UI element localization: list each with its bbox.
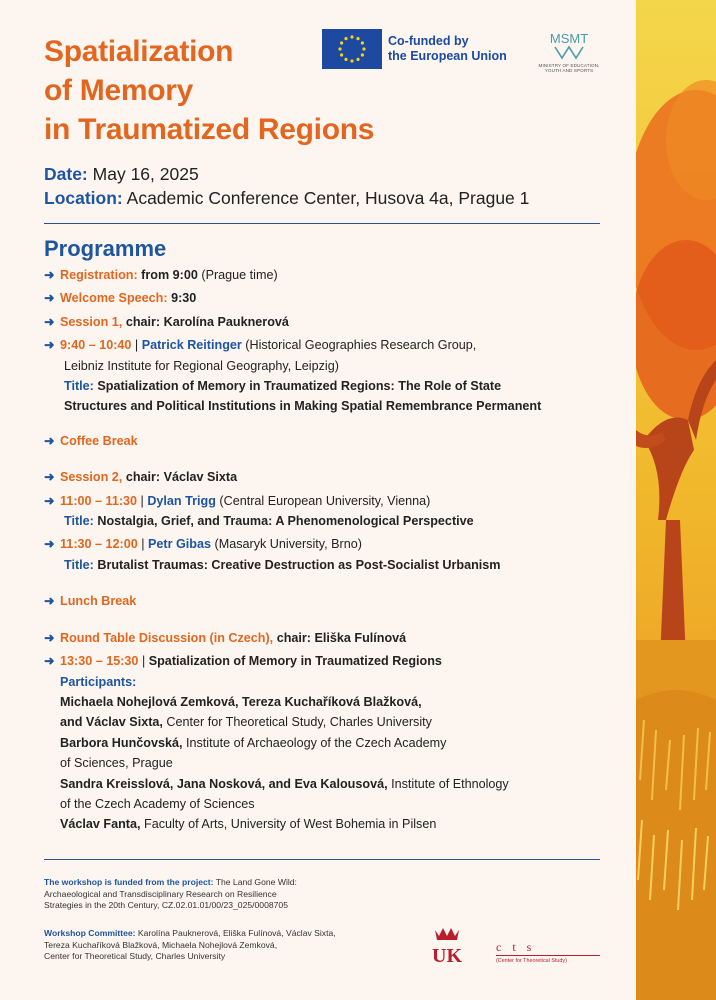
participants-group-2-name: Barbora Hunčovská, (60, 735, 183, 750)
coffee-break: Coffee Break (60, 433, 138, 448)
tree-field-artwork (636, 0, 716, 1000)
arrow-icon: ➜ (44, 493, 55, 508)
participants-group-4-affiliation: Faculty of Arts, University of West Bohemia in Pilsen (144, 817, 437, 832)
participants-group-2-affiliation-end: of Sciences, Prague (60, 756, 173, 771)
lunch-break: Lunch Break (60, 594, 137, 609)
participants-group-3-affiliation: Institute of Ethnology (391, 776, 509, 791)
talk-1-affiliation-1: (Historical Geographies Research Group, (245, 338, 477, 353)
arrow-icon: ➜ (44, 654, 55, 669)
round-table-chair: chair: Eliška Fulínová (276, 630, 407, 645)
participants-group-1-affiliation: Center for Theoretical Study, Charles University (166, 715, 432, 730)
location-value: Academic Conference Center, Husova 4a, Prague 1 (126, 188, 530, 208)
arrow-icon: ➜ (44, 630, 55, 645)
session-2-chair: chair: Václav Sixta (125, 470, 238, 485)
committee-label: Workshop Committee: (44, 928, 136, 938)
talk-1-title-label: Title: (64, 379, 94, 394)
msmt-caption-line-2: YOUTH AND SPORTS (544, 68, 594, 74)
programme-item-registration (44, 265, 624, 285)
msmt-mark-icon (549, 28, 589, 62)
registration-time: from 9:00 (141, 268, 198, 282)
talk-2-separator: | (140, 493, 144, 508)
arrow-icon: ➜ (44, 537, 55, 552)
charles-university-logo (425, 926, 469, 966)
programme-item-round-table-session (44, 651, 624, 671)
programme-item-welcome (44, 288, 624, 308)
eu-cofunded-logo (322, 29, 507, 69)
programme-item-session-2 (44, 467, 624, 487)
programme-heading: Programme (44, 236, 167, 261)
session-1-chair: chair: Karolína Pauknerová (125, 314, 289, 329)
participants-label: Participants: (60, 674, 137, 689)
uk-mark: UK (432, 945, 462, 966)
cts-mark: c t s (496, 940, 600, 956)
round-table-time: 13:30 – 15:30 (60, 654, 139, 669)
committee-text-1: Karolína Pauknerová, Eliška Fulínová, Václav Sixta, (137, 928, 336, 938)
talk-1-title-1: Spatialization of Memory in Traumatized Regions: The Role of State (97, 379, 502, 394)
crown-icon (435, 928, 459, 940)
round-table-label: Round Table Discussion (in Czech), (60, 630, 274, 645)
programme-list (44, 265, 624, 835)
programme-item-lunch (44, 591, 624, 611)
arrow-icon: ➜ (44, 338, 55, 353)
participants-group-4-name: Václav Fanta, (60, 817, 141, 832)
arrow-icon: ➜ (44, 470, 55, 485)
msmt-logo (527, 28, 611, 74)
talk-3-time: 11:30 – 12:00 (60, 537, 138, 552)
round-table-title: Spatialization of Memory in Traumatized Regions (148, 654, 442, 669)
funding-text-2: Archaeological and Transdisciplinary Research on Resilience (44, 888, 277, 899)
title-line-1: Spatialization (44, 35, 234, 68)
talk-2-title: Nostalgia, Grief, and Trauma: A Phenomenological Perspective (97, 514, 474, 529)
arrow-icon: ➜ (44, 268, 55, 282)
date-label: Date: (44, 164, 88, 184)
registration-label: Registration: (60, 268, 138, 282)
programme-item-session-1 (44, 312, 624, 332)
talk-1-title-2: Structures and Political Institutions in Making Spatial Remembrance Permanent (64, 399, 542, 414)
committee-text-2: Tereza Kuchaříková Blažková, Michaela Nohejlová Zemková, (44, 939, 278, 950)
eu-caption-line-2: the European Union (388, 49, 507, 63)
arrow-icon: ➜ (44, 314, 55, 329)
programme-item-coffee (44, 431, 624, 451)
participants-group-3-affiliation-end: of the Czech Academy of Sciences (60, 796, 255, 811)
talk-1-separator: | (134, 338, 139, 353)
participants-group-1-names-end: and Václav Sixta, (60, 715, 163, 730)
arrow-icon: ➜ (44, 594, 55, 609)
talk-1-speaker: Patrick Reitinger (141, 338, 242, 353)
participants-group-2-affiliation: Institute of Archaeology of the Czech Academy (185, 735, 447, 750)
date-value: May 16, 2025 (92, 164, 199, 184)
round-table-separator: | (141, 654, 146, 669)
welcome-label: Welcome Speech: (60, 291, 168, 306)
talk-3-separator: | (141, 537, 145, 552)
eu-caption-line-1: Co-funded by (388, 34, 469, 48)
msmt-caption (527, 63, 611, 74)
talk-3-affiliation: (Masaryk University, Brno) (214, 537, 362, 552)
programme-item-talk-2 (44, 491, 624, 532)
talk-3-speaker: Petr Gibas (148, 537, 212, 552)
talk-3-title-label: Title: (64, 557, 94, 572)
cts-caption: (Center for Theoretical Study) (496, 958, 567, 964)
talk-2-title-label: Title: (64, 514, 94, 529)
eu-caption (388, 34, 507, 64)
talk-2-time: 11:00 – 11:30 (60, 493, 138, 508)
talk-1-affiliation-2: Leibniz Institute for Regional Geography, Leipzig) (64, 358, 339, 373)
programme-item-round-table (44, 628, 624, 648)
registration-note: (Prague time) (201, 268, 278, 282)
talk-1-time: 9:40 – 10:40 (60, 338, 132, 353)
event-location (44, 188, 529, 209)
talk-2-speaker: Dylan Trigg (147, 493, 216, 508)
workshop-committee (44, 928, 404, 963)
location-label: Location: (44, 188, 123, 208)
committee-text-3: Center for Theoretical Study, Charles University (44, 951, 226, 962)
participants-group-1-names: Michaela Nohejlová Zemková, Tereza Kuchaříková Blažková, (60, 694, 422, 709)
session-1-label: Session 1, (60, 314, 123, 329)
event-date (44, 164, 199, 185)
participants-list (44, 672, 624, 835)
participants-group-3-names: Sandra Kreisslová, Jana Nosková, and Eva Kalousová, (60, 776, 388, 791)
funding-text-1: The Land Gone Wild: (215, 877, 297, 887)
funding-label: The workshop is funded from the project: (44, 877, 214, 887)
funding-note (44, 877, 364, 912)
programme-item-talk-1 (44, 335, 624, 417)
funding-text-3: Strategies in the 20th Century, CZ.02.01.01/00/23_025/0008705 (44, 900, 288, 911)
divider-top (44, 223, 600, 224)
msmt-mark-top: MSMT (549, 31, 589, 46)
title-line-3: in Traumatized Regions (44, 113, 375, 146)
msmt-caption-line-1: MINISTRY OF EDUCATION, (538, 63, 600, 68)
cts-logo (496, 940, 600, 964)
welcome-time: 9:30 (171, 291, 197, 306)
session-2-label: Session 2, (60, 470, 123, 485)
talk-2-affiliation: (Central European University, Vienna) (219, 493, 431, 508)
divider-bottom (44, 859, 600, 860)
talk-3-title: Brutalist Traumas: Creative Destruction as Post-Socialist Urbanism (97, 557, 501, 572)
title-line-2: of Memory (44, 74, 193, 107)
programme-item-talk-3 (44, 534, 624, 575)
eu-flag-icon (322, 29, 382, 69)
arrow-icon: ➜ (44, 291, 55, 306)
arrow-icon: ➜ (44, 433, 55, 448)
